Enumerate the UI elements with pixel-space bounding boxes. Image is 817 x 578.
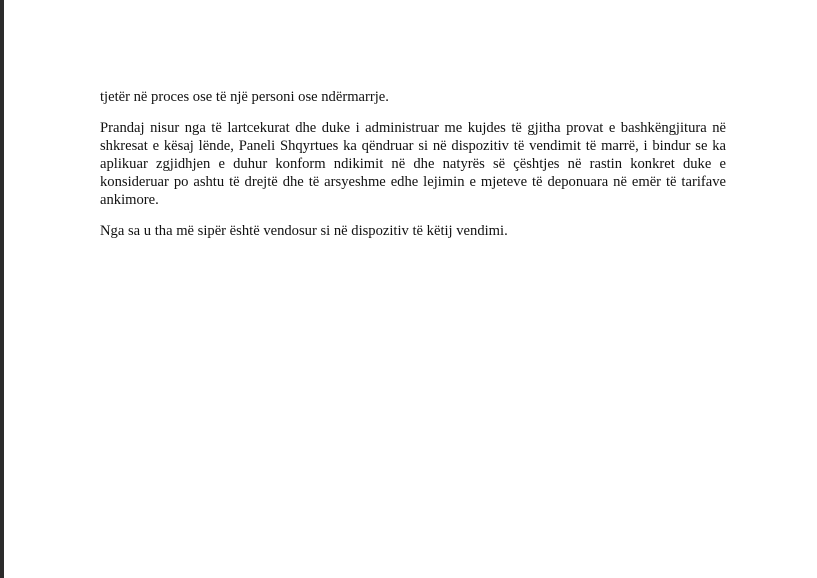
paragraph-reasoning: Prandaj nisur nga të lartcekurat dhe duke i administruar me kujdes të gjitha provat e bashkëngjitura në shkresat e kësaj lënde, Paneli Shqyrtues ka qëndruar si në dispozitiv të vendimit të marrë, i bindur se ka aplikuar zgjidhjen e duhur konform ndikimit në dhe natyrës së çështjes në rastin konkret duke e konsideruar po ashtu të drejtë dhe të arsyeshme edhe lejimin e mjeteve të deponuara në emër të tarifave ankimore. <box>100 120 726 208</box>
document-body <box>100 88 726 253</box>
document-page <box>4 0 817 578</box>
paragraph-continuation: tjetër në proces ose të një personi ose ndërmarrje. <box>100 89 389 105</box>
paragraph-conclusion: Nga sa u tha më sipër është vendosur si në dispozitiv të këtij vendimi. <box>100 223 508 239</box>
